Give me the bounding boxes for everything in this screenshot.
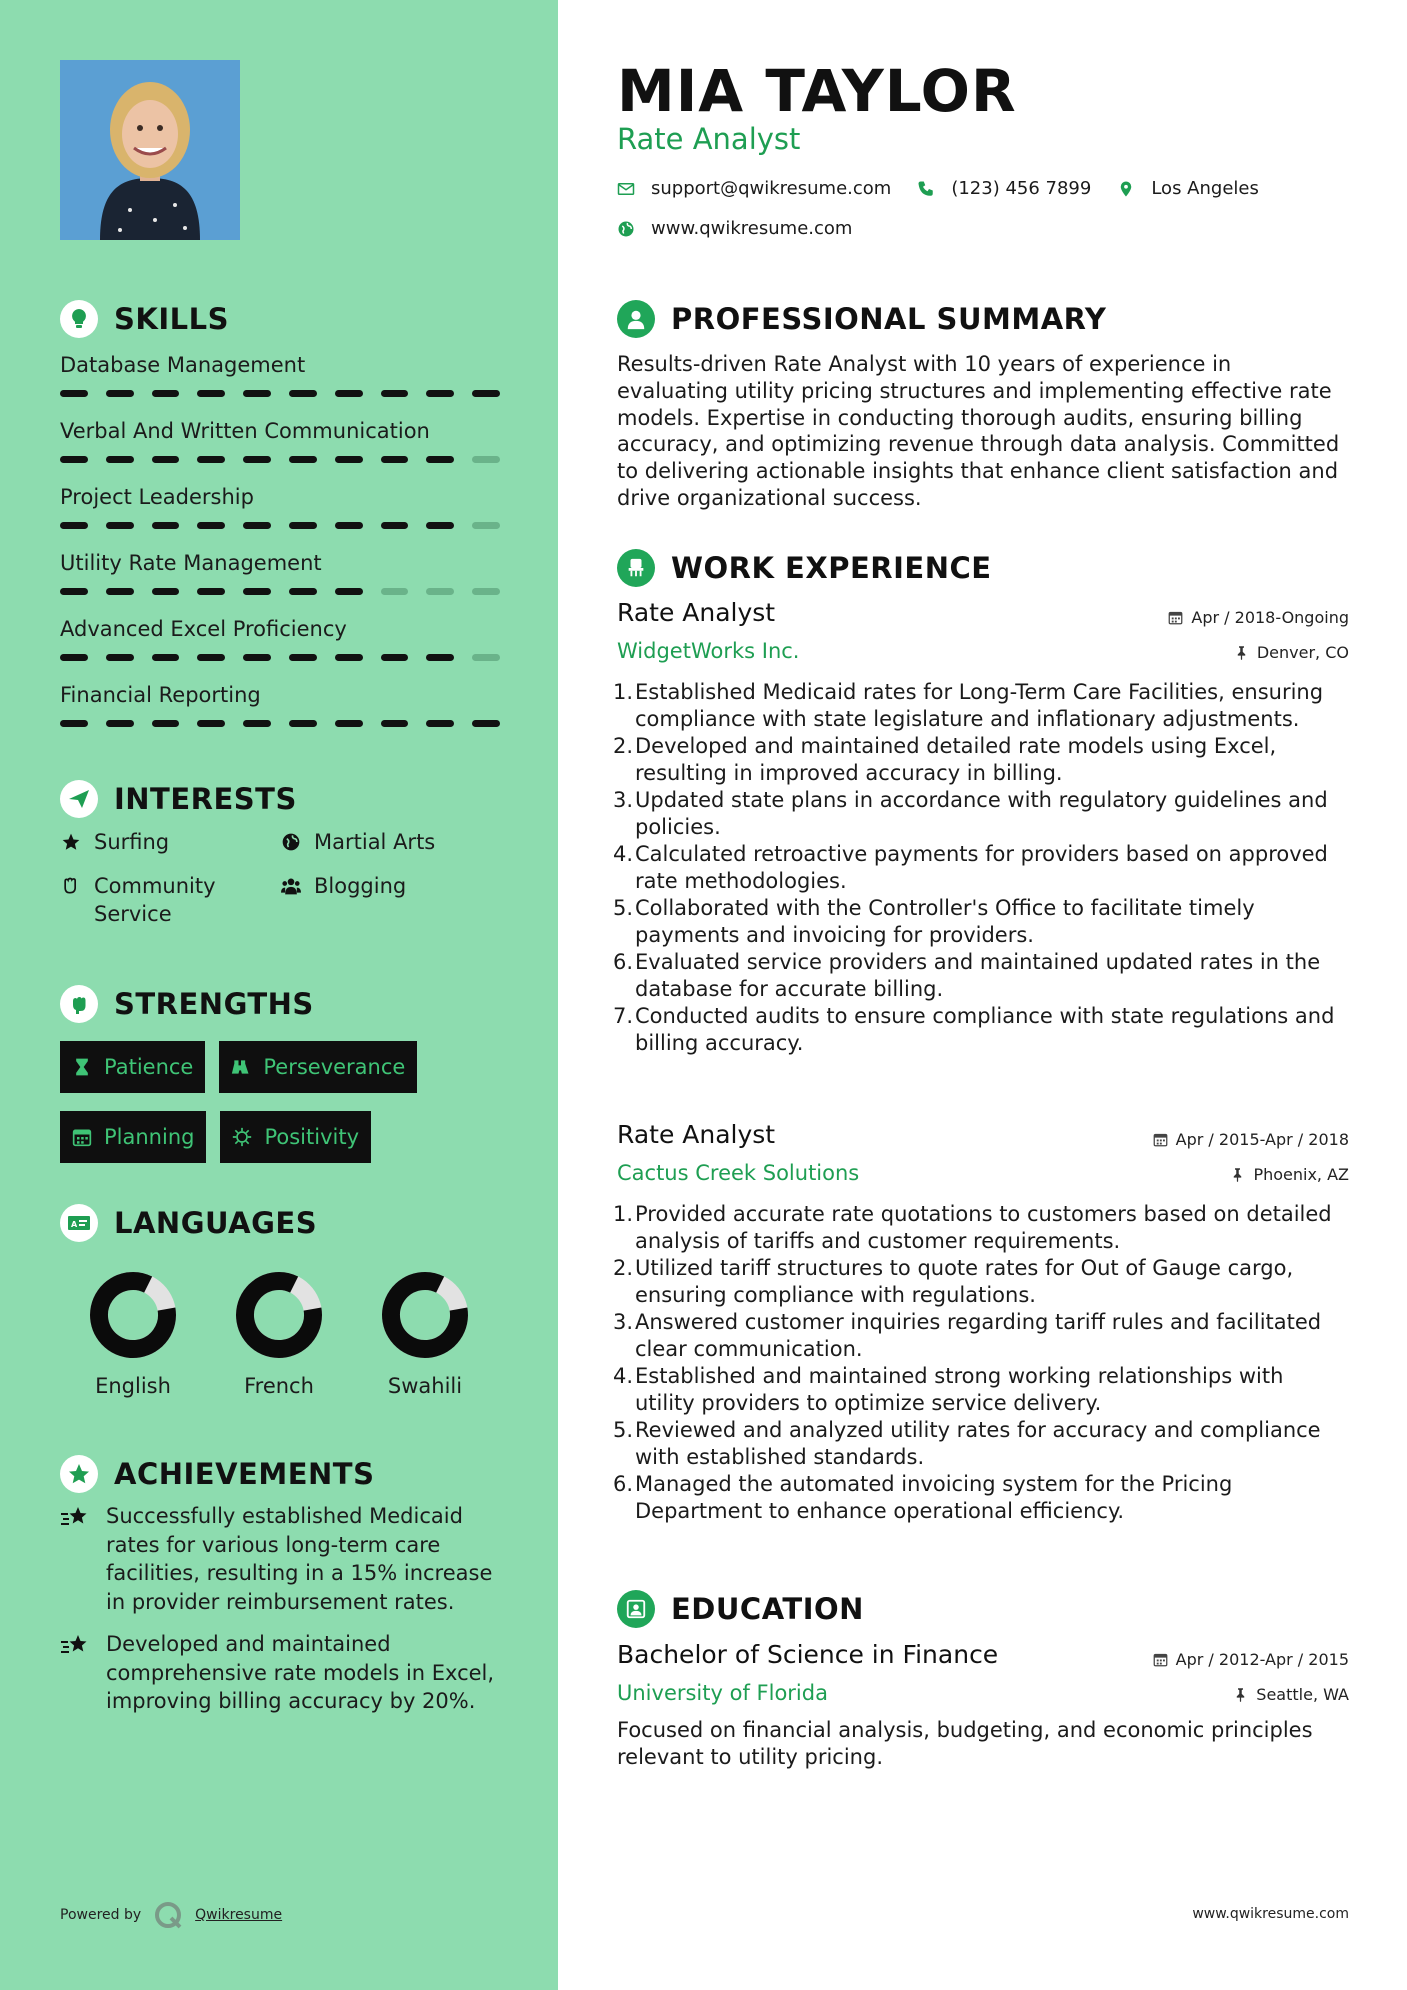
degree: Bachelor of Science in Finance	[617, 1640, 999, 1669]
achievement-item	[60, 1502, 500, 1616]
map-pin-icon	[1117, 180, 1135, 198]
education-location	[1233, 1685, 1349, 1704]
skill-name: Database Management	[60, 353, 306, 377]
paper-plane-icon	[60, 780, 98, 818]
envelope-icon	[617, 180, 635, 198]
skills-list	[60, 350, 500, 746]
responsibility-item: 3. Updated state plans in accordance with regulatory guidelines and policies.	[612, 788, 1328, 839]
skill-level-segment	[60, 522, 88, 529]
skill-name: Verbal And Written Communication	[60, 419, 430, 443]
skill-level-segment	[289, 720, 317, 727]
job-location-text: Phoenix, AZ	[1253, 1165, 1349, 1184]
responsibility-item: 7. Conducted audits to ensure compliance with state regulations and billing accuracy.	[612, 1004, 1335, 1055]
skill-level-segment	[152, 588, 180, 595]
skill-level-segment	[152, 720, 180, 727]
skill-level-segment	[289, 390, 317, 397]
skill-level-segment	[243, 522, 271, 529]
skill-level-segment	[426, 456, 454, 463]
shooting-star-icon	[60, 1502, 94, 1616]
skill-level-segment	[335, 456, 363, 463]
hourglass-icon	[72, 1057, 92, 1077]
achievements-header	[60, 1455, 374, 1493]
calendar-icon	[1153, 1652, 1168, 1667]
education-description: Focused on financial analysis, budgeting, and economic principles relevant to utility pricing.	[617, 1718, 1313, 1769]
skill-level-segment	[152, 654, 180, 661]
candidate-name: MIA TAYLOR	[617, 57, 1017, 125]
skill-level-segment	[472, 588, 500, 595]
experience-header	[617, 549, 992, 587]
responsibility-item: 4. Calculated retroactive payments for providers based on approved rate methodologies.	[612, 842, 1328, 893]
hand-icon	[60, 872, 82, 900]
responsibility-item: 4. Established and maintained strong working relationships with utility providers to optimize service delivery.	[612, 1364, 1284, 1415]
job-entry	[612, 598, 1349, 1057]
skill-level-segment	[381, 654, 409, 661]
skill-level-segment	[381, 390, 409, 397]
strength-chip	[60, 1041, 205, 1093]
responsibility-item: 6. Evaluated service providers and maintained updated rates in the database for accurate billing.	[612, 950, 1321, 1001]
skill-level-segment	[381, 720, 409, 727]
skill-item	[60, 614, 500, 680]
contact-row-website	[617, 218, 878, 239]
responsibility-item: 5. Reviewed and analyzed utility rates for accuracy and compliance with established standards.	[612, 1418, 1321, 1469]
powered-by-label: Powered by	[60, 1907, 142, 1923]
interest-label: Blogging	[314, 874, 407, 898]
skill-level-segment	[197, 390, 225, 397]
job-company: WidgetWorks Inc.	[617, 639, 800, 663]
education-dates	[1153, 1650, 1349, 1669]
globe-icon	[280, 828, 302, 856]
fist-icon	[60, 985, 98, 1023]
language-name: English	[95, 1374, 171, 1398]
skill-level-segment	[381, 456, 409, 463]
interest-item	[60, 872, 280, 928]
chair-icon	[617, 549, 655, 587]
job-dates-text: Apr / 2015-Apr / 2018	[1175, 1130, 1349, 1149]
education-title: EDUCATION	[671, 1592, 864, 1626]
graduate-icon	[617, 1590, 655, 1628]
location-text: Los Angeles	[1151, 178, 1259, 199]
language-level-ring	[88, 1270, 178, 1360]
skill-item	[60, 416, 500, 482]
skill-level-segment	[197, 654, 225, 661]
brand-link[interactable]: Qwikresume	[195, 1907, 283, 1923]
skill-item	[60, 680, 500, 746]
job-responsibilities	[612, 1201, 1349, 1525]
interests-title: INTERESTS	[114, 782, 297, 816]
contact-row	[617, 178, 1285, 199]
skill-level-segment	[197, 522, 225, 529]
skill-level-segment	[472, 522, 500, 529]
contact-email[interactable]	[617, 178, 891, 199]
skill-level-bar	[60, 720, 500, 727]
skill-name: Advanced Excel Proficiency	[60, 617, 347, 641]
pushpin-icon	[1233, 1687, 1248, 1702]
pushpin-icon	[1230, 1167, 1245, 1182]
job-location	[1234, 643, 1349, 662]
achievements-list	[60, 1502, 500, 1730]
skill-level-segment	[426, 654, 454, 661]
achievement-text: Developed and maintained comprehensive rate models in Excel, improving billing accuracy by 20%.	[106, 1632, 495, 1713]
skill-item	[60, 548, 500, 614]
sun-icon	[232, 1127, 252, 1147]
skill-level-segment	[197, 456, 225, 463]
strengths-title: STRENGTHS	[114, 987, 314, 1021]
achievements-title: ACHIEVEMENTS	[114, 1457, 375, 1491]
job-dates-text: Apr / 2018-Ongoing	[1191, 608, 1349, 627]
svg-text:A: A	[71, 1220, 78, 1229]
job-location-text: Denver, CO	[1256, 643, 1349, 662]
sidebar	[0, 0, 558, 1990]
skill-level-bar	[60, 390, 500, 397]
job-location	[1230, 1165, 1349, 1184]
skill-level-segment	[60, 390, 88, 397]
language-name: Swahili	[387, 1374, 463, 1398]
language-item	[60, 1270, 206, 1398]
interest-item	[280, 828, 500, 856]
skill-level-segment	[106, 390, 134, 397]
education-header	[617, 1590, 864, 1628]
language-icon	[60, 1204, 98, 1242]
strength-label: Perseverance	[263, 1055, 406, 1079]
skill-level-segment	[106, 522, 134, 529]
skill-level-segment	[243, 588, 271, 595]
skill-level-segment	[472, 654, 500, 661]
website-text: www.qwikresume.com	[651, 218, 853, 239]
skill-level-segment	[243, 390, 271, 397]
skill-level-segment	[472, 390, 500, 397]
skill-level-segment	[152, 390, 180, 397]
profile-photo-illustration	[60, 60, 240, 240]
skill-level-segment	[472, 456, 500, 463]
skill-level-bar	[60, 588, 500, 595]
skills-title: SKILLS	[114, 302, 229, 336]
strength-chip	[60, 1111, 206, 1163]
skill-level-segment	[197, 588, 225, 595]
job-dates	[1153, 1130, 1349, 1149]
achievement-text: Successfully established Medicaid rates for various long-term care facilities, resulting in a 15% increase in provider reimbursement rates.	[106, 1504, 493, 1614]
job-title: Rate Analyst	[617, 598, 776, 627]
interest-label: Martial Arts	[314, 830, 436, 854]
interests-header	[60, 780, 297, 818]
skill-name: Utility Rate Management	[60, 551, 322, 575]
skill-item	[60, 350, 500, 416]
users-icon	[280, 872, 302, 900]
shooting-star-icon	[60, 1630, 94, 1716]
skill-level-segment	[335, 654, 363, 661]
skill-level-segment	[152, 522, 180, 529]
skill-level-segment	[289, 654, 317, 661]
skill-level-segment	[60, 720, 88, 727]
job-company: Cactus Creek Solutions	[617, 1161, 860, 1185]
skill-level-segment	[106, 456, 134, 463]
skill-level-segment	[60, 588, 88, 595]
contact-website[interactable]	[617, 218, 852, 239]
skill-level-segment	[60, 654, 88, 661]
interest-label: Community Service	[94, 874, 216, 926]
profile-photo	[60, 60, 240, 240]
skill-level-segment	[243, 720, 271, 727]
user-icon	[617, 300, 655, 338]
responsibility-item: 2. Utilized tariff structures to quote rates for Out of Gauge cargo, ensuring compliance with regulations.	[612, 1256, 1294, 1307]
skill-level-segment	[152, 456, 180, 463]
responsibility-item: 1. Established Medicaid rates for Long-Term Care Facilities, ensuring compliance with state legislature and inflationary adjustments.	[612, 680, 1324, 731]
responsibility-item: 2. Developed and maintained detailed rate models using Excel, resulting in improved accuracy in billing.	[612, 734, 1277, 785]
skill-level-bar	[60, 654, 500, 661]
interest-item	[280, 872, 500, 928]
skill-level-bar	[60, 522, 500, 529]
achievement-item	[60, 1630, 500, 1716]
skill-level-segment	[381, 588, 409, 595]
interests-list	[60, 828, 500, 928]
strength-label: Patience	[104, 1055, 194, 1079]
strength-chip	[220, 1111, 371, 1163]
skill-level-segment	[335, 522, 363, 529]
candidate-title: Rate Analyst	[617, 122, 801, 156]
languages-title: LANGUAGES	[114, 1206, 318, 1240]
summary-title: PROFESSIONAL SUMMARY	[671, 302, 1107, 336]
skill-level-segment	[426, 720, 454, 727]
language-item	[206, 1270, 352, 1398]
binoculars-icon	[231, 1057, 251, 1077]
job-entry	[612, 1120, 1349, 1525]
calendar-icon	[1153, 1132, 1168, 1147]
skill-level-segment	[381, 522, 409, 529]
strength-chip	[219, 1041, 417, 1093]
globe-icon	[617, 220, 635, 238]
job-responsibilities	[612, 679, 1349, 1057]
skill-level-segment	[106, 588, 134, 595]
skill-level-segment	[197, 720, 225, 727]
responsibility-item: 3. Answered customer inquiries regarding tariff rules and facilitated clear communication.	[612, 1310, 1322, 1361]
education-entry	[617, 1640, 1349, 1771]
interest-label: Surfing	[94, 830, 170, 854]
strength-label: Planning	[104, 1125, 195, 1149]
skills-header	[60, 300, 229, 338]
powered-by	[60, 1900, 282, 1930]
phone-icon	[917, 180, 935, 198]
contact-location	[1117, 178, 1259, 199]
strength-label: Positivity	[264, 1125, 359, 1149]
award-star-icon	[60, 1455, 98, 1493]
school: University of Florida	[617, 1681, 828, 1705]
responsibility-item: 6. Managed the automated invoicing system for the Pricing Department to enhance operational efficiency.	[612, 1472, 1233, 1523]
qwikresume-logo-icon	[153, 1900, 183, 1930]
job-dates	[1168, 608, 1349, 627]
responsibility-item: 1. Provided accurate rate quotations to customers based on detailed analysis of tariffs and customer requirements.	[612, 1202, 1332, 1253]
lightbulb-icon	[60, 300, 98, 338]
skill-name: Financial Reporting	[60, 683, 261, 707]
languages-list	[60, 1270, 500, 1398]
language-name: French	[244, 1374, 314, 1398]
responsibility-item: 5. Collaborated with the Controller's Office to facilitate timely payments and invoicing for providers.	[612, 896, 1255, 947]
star-icon	[60, 828, 82, 856]
skill-level-segment	[289, 588, 317, 595]
skill-level-segment	[472, 720, 500, 727]
calendar-icon	[1168, 610, 1183, 625]
language-level-ring	[234, 1270, 324, 1360]
skill-level-segment	[335, 720, 363, 727]
skill-level-segment	[335, 390, 363, 397]
summary-header	[617, 300, 1106, 338]
skill-level-segment	[243, 456, 271, 463]
skill-name: Project Leadership	[60, 485, 254, 509]
phone-text: (123) 456 7899	[951, 178, 1092, 199]
skill-level-segment	[426, 588, 454, 595]
skill-level-segment	[60, 456, 88, 463]
skill-item	[60, 482, 500, 548]
languages-header	[60, 1204, 317, 1242]
pushpin-icon	[1234, 645, 1249, 660]
skill-level-bar	[60, 456, 500, 463]
job-title: Rate Analyst	[617, 1120, 776, 1149]
calendar-icon	[72, 1127, 92, 1147]
strengths-list	[60, 1041, 500, 1163]
interest-item	[60, 828, 280, 856]
skill-level-segment	[335, 588, 363, 595]
summary-text: Results-driven Rate Analyst with 10 years of experience in evaluating utility pricing structures and implementing effective rate models. Expertise in conducting thorough audits, ensuring billing accuracy, and optimizing revenue through data analysis. Committed to delivering actionable insights that enhance client satisfaction and drive organizational success.	[617, 352, 1340, 510]
skill-level-segment	[106, 654, 134, 661]
skill-level-segment	[426, 522, 454, 529]
language-level-ring	[380, 1270, 470, 1360]
skill-level-segment	[106, 720, 134, 727]
experience-title: WORK EXPERIENCE	[671, 551, 992, 585]
skill-level-segment	[426, 390, 454, 397]
strengths-header	[60, 985, 314, 1023]
skill-level-segment	[289, 522, 317, 529]
skill-level-segment	[289, 456, 317, 463]
contact-phone[interactable]	[917, 178, 1091, 199]
email-text: support@qwikresume.com	[651, 178, 892, 199]
education-location-text: Seattle, WA	[1256, 1685, 1349, 1704]
education-dates-text: Apr / 2012-Apr / 2015	[1175, 1650, 1349, 1669]
skill-level-segment	[243, 654, 271, 661]
footer-url[interactable]: www.qwikresume.com	[1192, 1906, 1349, 1922]
language-item	[352, 1270, 498, 1398]
